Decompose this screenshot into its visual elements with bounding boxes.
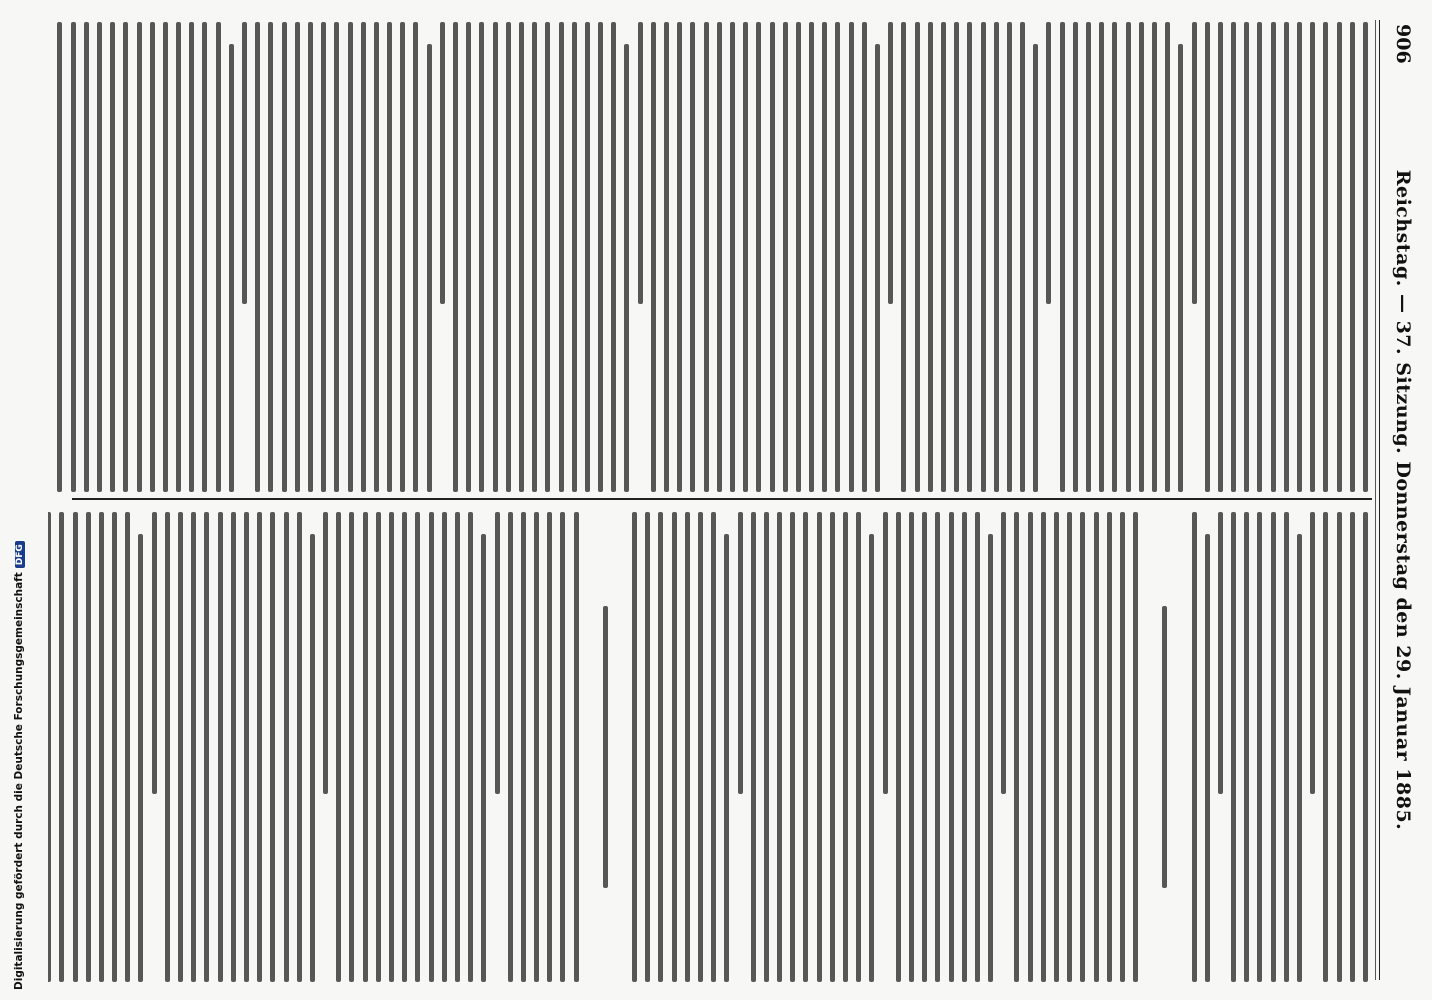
text-line-placeholder: [1350, 512, 1355, 982]
text-line-placeholder: [1192, 22, 1197, 304]
text-line-placeholder: [764, 512, 769, 982]
text-line-placeholder: [297, 512, 302, 982]
text-line-placeholder: [1271, 512, 1276, 982]
text-line-placeholder: [1054, 512, 1059, 982]
text-line-placeholder: [738, 512, 743, 794]
text-line-placeholder: [574, 512, 579, 982]
text-line-placeholder: [1310, 512, 1315, 794]
text-line-placeholder: [165, 512, 170, 982]
text-line-placeholder: [361, 22, 366, 492]
text-line-placeholder: [257, 512, 262, 982]
text-line-placeholder: [559, 22, 564, 492]
text-line-placeholder: [204, 512, 209, 982]
text-line-placeholder: [1099, 22, 1104, 492]
text-line-placeholder: [189, 22, 194, 492]
text-line-placeholder: [1350, 22, 1355, 492]
text-line-placeholder: [869, 534, 874, 982]
text-line-placeholder: [323, 512, 328, 794]
text-line-placeholder: [664, 22, 669, 492]
text-line-placeholder: [376, 512, 381, 982]
column-left: [48, 22, 1368, 492]
text-line-placeholder: [427, 44, 432, 492]
text-line-placeholder: [1073, 22, 1078, 492]
text-line-placeholder: [282, 22, 287, 492]
text-line-placeholder: [321, 22, 326, 492]
text-line-placeholder: [1284, 512, 1289, 982]
text-line-placeholder: [632, 512, 637, 982]
text-line-placeholder: [123, 22, 128, 492]
text-line-placeholder: [1284, 22, 1289, 492]
text-line-placeholder: [414, 22, 419, 492]
text-line-placeholder: [1192, 512, 1197, 982]
text-line-placeholder: [585, 22, 590, 492]
text-line-placeholder: [836, 22, 841, 492]
text-line-placeholder: [163, 22, 168, 492]
text-line-placeholder: [949, 512, 954, 982]
text-line-placeholder: [468, 512, 473, 982]
text-line-placeholder: [1310, 22, 1315, 492]
text-line-placeholder: [48, 512, 51, 982]
text-line-placeholder: [856, 512, 861, 982]
text-line-placeholder: [203, 22, 208, 492]
text-line-placeholder: [981, 22, 986, 492]
text-line-placeholder: [638, 22, 643, 304]
text-line-placeholder: [672, 512, 677, 982]
text-line-placeholder: [1165, 22, 1170, 492]
text-line-placeholder: [603, 606, 608, 888]
text-line-placeholder: [308, 22, 313, 492]
text-line-placeholder: [1120, 512, 1125, 982]
text-line-placeholder: [645, 512, 650, 982]
text-line-placeholder: [1297, 534, 1302, 982]
text-line-placeholder: [1218, 22, 1223, 492]
text-line-placeholder: [97, 22, 102, 492]
text-line-placeholder: [770, 22, 775, 492]
text-line-placeholder: [751, 512, 756, 982]
text-line-placeholder: [928, 22, 933, 492]
text-line-placeholder: [137, 22, 142, 492]
text-line-placeholder: [862, 22, 867, 492]
text-line-placeholder: [915, 22, 920, 492]
text-line-placeholder: [561, 512, 566, 982]
text-line-placeholder: [896, 512, 901, 982]
text-line-placeholder: [1218, 512, 1223, 794]
text-line-placeholder: [888, 22, 893, 304]
text-line-placeholder: [519, 22, 524, 492]
text-line-placeholder: [1060, 22, 1065, 492]
text-line-placeholder: [152, 512, 157, 794]
text-line-placeholder: [822, 22, 827, 492]
text-line-placeholder: [1112, 22, 1117, 492]
text-line-placeholder: [112, 512, 117, 982]
text-line-placeholder: [1323, 22, 1328, 492]
text-line-placeholder: [178, 512, 183, 982]
text-line-placeholder: [1139, 22, 1144, 492]
text-line-placeholder: [743, 22, 748, 492]
text-line-placeholder: [777, 512, 782, 982]
text-line-placeholder: [400, 22, 405, 492]
text-line-placeholder: [962, 512, 967, 982]
text-line-placeholder: [440, 22, 445, 304]
text-line-placeholder: [1033, 44, 1038, 492]
text-line-placeholder: [363, 512, 368, 982]
text-line-placeholder: [218, 512, 223, 982]
header-title: Reichstag. — 37. Sitzung. Donnerstag den 29. Januar 1885.: [1392, 169, 1414, 831]
text-line-placeholder: [86, 512, 91, 982]
text-line-placeholder: [442, 512, 447, 982]
text-line-placeholder: [350, 512, 355, 982]
text-line-placeholder: [506, 22, 511, 492]
text-line-placeholder: [611, 22, 616, 492]
text-line-placeholder: [389, 512, 394, 982]
text-line-placeholder: [334, 22, 339, 492]
text-line-placeholder: [1231, 512, 1236, 982]
text-line-placeholder: [922, 512, 927, 982]
text-line-placeholder: [1162, 606, 1167, 888]
text-line-placeholder: [954, 22, 959, 492]
column-divider: [72, 498, 1372, 500]
text-line-placeholder: [284, 512, 289, 982]
text-line-placeholder: [1007, 22, 1012, 492]
text-line-placeholder: [883, 512, 888, 794]
text-line-placeholder: [1041, 512, 1046, 982]
text-line-placeholder: [651, 22, 656, 492]
text-line-placeholder: [191, 512, 196, 982]
text-line-placeholder: [704, 22, 709, 492]
text-line-placeholder: [84, 22, 89, 492]
column-right: [48, 512, 1368, 982]
running-header: [1384, 0, 1414, 1000]
text-line-placeholder: [453, 22, 458, 492]
text-line-placeholder: [830, 512, 835, 982]
text-line-placeholder: [270, 512, 275, 982]
text-line-placeholder: [336, 512, 341, 982]
text-line-placeholder: [229, 44, 234, 492]
header-rule: [1379, 20, 1380, 980]
text-line-placeholder: [295, 22, 300, 492]
text-line-placeholder: [547, 512, 552, 982]
text-line-placeholder: [935, 512, 940, 982]
text-line-placeholder: [59, 512, 64, 982]
text-line-placeholder: [1258, 512, 1263, 982]
text-line-placeholder: [809, 22, 814, 492]
text-line-placeholder: [1020, 22, 1025, 492]
text-line-placeholder: [1337, 512, 1342, 982]
text-line-placeholder: [796, 22, 801, 492]
text-line-placeholder: [402, 512, 407, 982]
text-line-placeholder: [1205, 534, 1210, 982]
dfg-logo: DFG: [15, 541, 25, 568]
text-line-placeholder: [790, 512, 795, 982]
text-line-placeholder: [348, 22, 353, 492]
text-line-placeholder: [1080, 512, 1085, 982]
text-line-placeholder: [804, 512, 809, 982]
text-line-placeholder: [1107, 512, 1112, 982]
text-line-placeholder: [1178, 44, 1183, 492]
text-line-placeholder: [994, 22, 999, 492]
text-line-placeholder: [1258, 22, 1263, 492]
text-line-placeholder: [1086, 22, 1091, 492]
text-line-placeholder: [967, 22, 972, 492]
text-line-placeholder: [387, 22, 392, 492]
text-line-placeholder: [110, 22, 115, 492]
text-line-placeholder: [310, 534, 315, 982]
text-line-placeholder: [572, 22, 577, 492]
text-line-placeholder: [374, 22, 379, 492]
text-line-placeholder: [717, 22, 722, 492]
text-line-placeholder: [1205, 22, 1210, 492]
text-line-placeholder: [125, 512, 130, 982]
text-line-placeholder: [508, 512, 513, 982]
text-line-placeholder: [1231, 22, 1236, 492]
text-line-placeholder: [1337, 22, 1342, 492]
text-line-placeholder: [466, 22, 471, 492]
text-line-placeholder: [685, 512, 690, 982]
text-line-placeholder: [71, 22, 76, 492]
text-line-placeholder: [1047, 22, 1052, 304]
text-line-placeholder: [598, 22, 603, 492]
text-line-placeholder: [255, 22, 260, 492]
text-line-placeholder: [875, 44, 880, 492]
text-line-placeholder: [455, 512, 460, 982]
text-line-placeholder: [1028, 512, 1033, 982]
text-line-placeholder: [1363, 22, 1368, 492]
text-line-placeholder: [73, 512, 78, 982]
text-line-placeholder: [690, 22, 695, 492]
text-line-placeholder: [783, 22, 788, 492]
text-line-placeholder: [493, 22, 498, 492]
digitization-credit: [0, 544, 26, 990]
text-line-placeholder: [1067, 512, 1072, 982]
text-line-placeholder: [909, 512, 914, 982]
text-line-placeholder: [139, 534, 144, 982]
text-line-placeholder: [711, 512, 716, 982]
text-line-placeholder: [216, 22, 221, 492]
text-line-placeholder: [268, 22, 273, 492]
text-line-placeholder: [244, 512, 249, 982]
text-line-placeholder: [429, 512, 434, 982]
text-line-placeholder: [724, 534, 729, 982]
text-line-placeholder: [730, 22, 735, 492]
text-line-placeholder: [1271, 22, 1276, 492]
text-line-placeholder: [658, 512, 663, 982]
text-line-placeholder: [534, 512, 539, 982]
text-line-placeholder: [698, 512, 703, 982]
text-line-placeholder: [521, 512, 526, 982]
text-line-placeholder: [242, 22, 247, 304]
text-line-placeholder: [1323, 512, 1328, 982]
text-line-placeholder: [176, 22, 181, 492]
text-line-placeholder: [545, 22, 550, 492]
text-line-placeholder: [495, 512, 500, 794]
text-line-placeholder: [625, 44, 630, 492]
text-line-placeholder: [57, 22, 62, 492]
text-line-placeholder: [817, 512, 822, 982]
text-line-placeholder: [231, 512, 236, 982]
text-line-placeholder: [1015, 512, 1020, 982]
page-number: 906: [1392, 24, 1414, 64]
text-line-placeholder: [975, 512, 980, 982]
credit-text: Digitalisierung gefördert durch die Deutsche Forschungsgemeinschaft: [13, 572, 25, 990]
text-line-placeholder: [415, 512, 420, 982]
text-line-placeholder: [1094, 512, 1099, 982]
text-line-placeholder: [1363, 512, 1368, 982]
text-line-placeholder: [532, 22, 537, 492]
text-line-placeholder: [677, 22, 682, 492]
text-line-placeholder: [941, 22, 946, 492]
text-line-placeholder: [479, 22, 484, 492]
text-line-placeholder: [1244, 512, 1249, 982]
text-line-placeholder: [1001, 512, 1006, 794]
text-line-placeholder: [988, 534, 993, 982]
text-line-placeholder: [99, 512, 104, 982]
text-line-placeholder: [1244, 22, 1249, 492]
text-line-placeholder: [1297, 22, 1302, 492]
text-line-placeholder: [849, 22, 854, 492]
text-line-placeholder: [756, 22, 761, 492]
text-line-placeholder: [901, 22, 906, 492]
text-line-placeholder: [150, 22, 155, 492]
header-rule-thin: [1375, 20, 1376, 980]
text-line-placeholder: [1152, 22, 1157, 492]
text-line-placeholder: [481, 534, 486, 982]
text-line-placeholder: [1133, 512, 1138, 982]
text-line-placeholder: [843, 512, 848, 982]
text-line-placeholder: [1126, 22, 1131, 492]
